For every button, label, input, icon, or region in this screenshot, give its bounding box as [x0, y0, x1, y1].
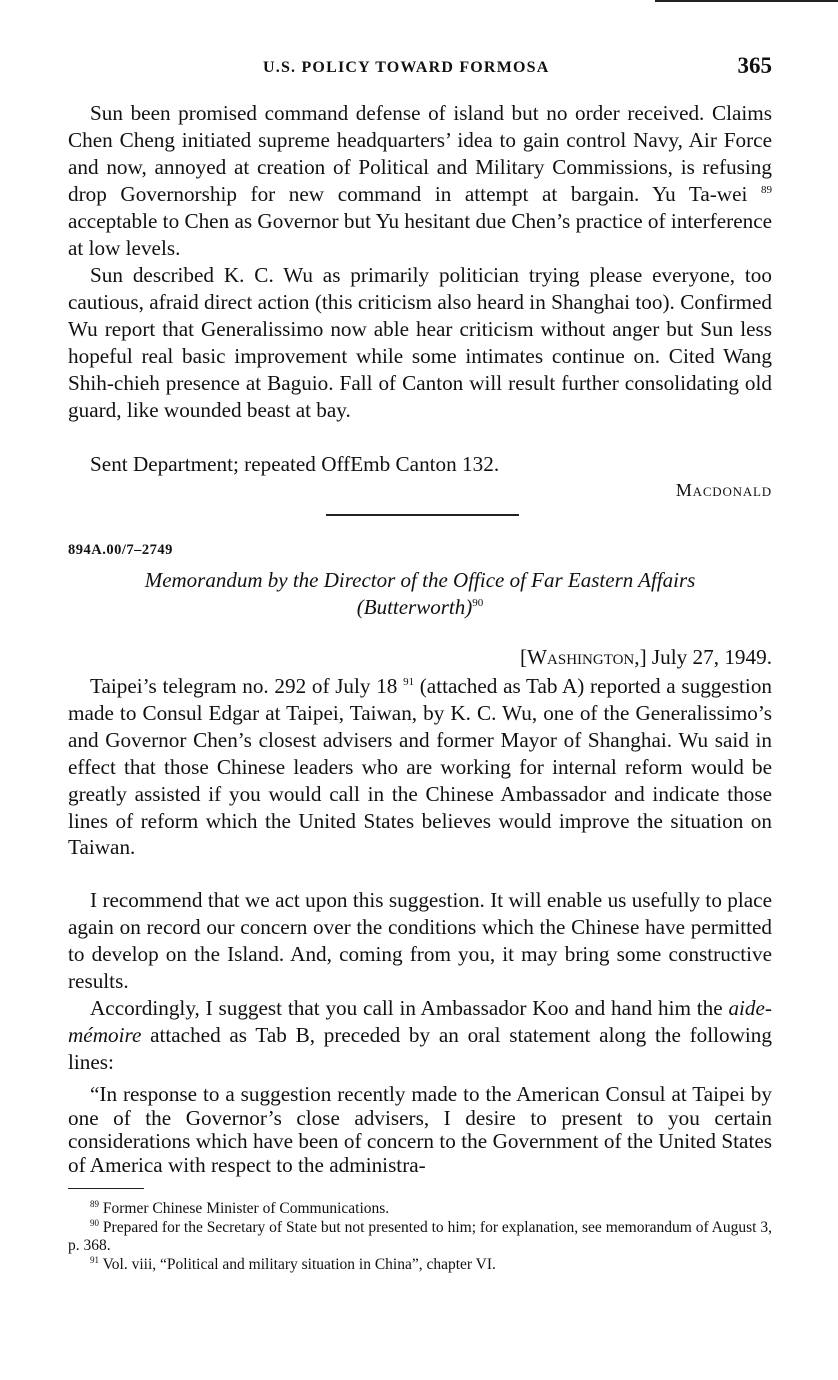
dateline-bracket-close: ,] [634, 645, 647, 669]
paragraph-text: Accordingly, I suggest that you call in Ambassador Koo and hand him the [90, 996, 729, 1020]
dateline-date: July 27, 1949. [646, 645, 772, 669]
running-head [68, 55, 772, 83]
dateline-bracket-open: [ [519, 645, 528, 669]
footnote-text: Former Chinese Minister of Communications. [99, 1200, 390, 1217]
paragraph-sent-department: Sent Department; repeated OffEmb Canton 132. [90, 452, 500, 476]
paragraph-taipei-telegram [68, 673, 772, 861]
paragraph-recommendation: I recommend that we act upon this suggestion. It will enable us usefully to place again on record our concern over the conditions which the Chinese have permitted to develop on the Island. And, coming from you, it may bring some constructive results. [68, 888, 772, 993]
oral-statement-quote: “In response to a suggestion recently made to the American Consul at Taipei by one of the Governor’s close advisers, I desire to present to you certain considerations which have been of concern to the Government of the United States of America with respect to the administra- [68, 1082, 772, 1177]
footnote-text: Prepared for the Secretary of State but not presented to him; for explanation, see memorandum of August 3, p. 368. [68, 1219, 772, 1254]
paragraph-accordingly [68, 995, 772, 1076]
paragraph-text: Taipei’s telegram no. 292 of July 18 [90, 674, 398, 698]
footnote-mark: 91 [90, 1255, 99, 1265]
paragraph-text: acceptable to Chen as Governor but Yu hesitant due Chen’s practice of interference at low levels. [68, 208, 773, 260]
footnote-ref-89: 89 [761, 183, 772, 196]
footnote-mark: 89 [90, 1199, 99, 1209]
dateline [520, 645, 772, 670]
paragraph-text: attached as Tab B, preceded by an oral statement along the following lines: [68, 1022, 772, 1074]
footnote-ref-90: 90 [472, 597, 484, 609]
footnote-89 [68, 1200, 772, 1218]
footnote-ref-91: 91 [403, 676, 415, 688]
footnote-text: Vol. viii, “Political and military situation in China”, chapter VI. [99, 1256, 496, 1273]
document-title [68, 567, 772, 621]
paragraph-sun-command [68, 100, 772, 261]
footnote-91 [68, 1256, 772, 1274]
file-number: 894A.00/7–2749 [68, 542, 173, 558]
dateline-place: Washington [527, 645, 635, 669]
paragraph-italic-term: aide-mémoire [68, 996, 772, 1047]
footnote-rule [68, 1188, 144, 1189]
signature: Macdonald [675, 480, 772, 500]
paragraph-sun-wu: Sun described K. C. Wu as primarily politician trying please everyone, too cautious, afraid direct action (this criticism also heard in Shanghai too). Confirmed Wu report that Generalissimo now able hear criticism without anger but Sun less hopeful real basic improvement while some intimates continue on. Cited Wang Shih-chieh presence at Baguio. Fall of Canton will result further consolidating old guard, like wounded beast at bay. [68, 263, 772, 422]
page-number: 365 [737, 53, 772, 78]
footnote-90 [68, 1219, 772, 1255]
section-divider [326, 514, 519, 516]
paragraph-text: (attached as Tab A) reported a suggestion made to Consul Edgar at Taipei, Taiwan, by K. C. Wu, one of the Generalissimo’s and Governor Chen’s closest advisers and former Mayor of Shanghai. Wu said in effect that those Chinese leaders who are working for internal reform would be greatly assisted if you would call in the Chinese Ambassador and indicate those lines of reform which the United States believes would improve the situation on Taiwan. [68, 674, 773, 860]
paragraph-text: Sun been promised command defense of island but no order received. Claims Chen Cheng initiated supreme headquarters’ idea to gain control Navy, Air Force and now, annoyed at creation of Political and Military Commissions, is refusing drop Governorship for new command in attempt at bargain. Yu Ta-wei [68, 101, 772, 206]
title-name: (Butterworth) [356, 595, 473, 619]
running-title: U.S. POLICY TOWARD FORMOSA [263, 59, 550, 76]
document-page [68, 0, 772, 1380]
title-text: Memorandum by the Director of the Office of Far Eastern Affairs [144, 568, 696, 592]
footnote-mark: 90 [90, 1218, 99, 1228]
